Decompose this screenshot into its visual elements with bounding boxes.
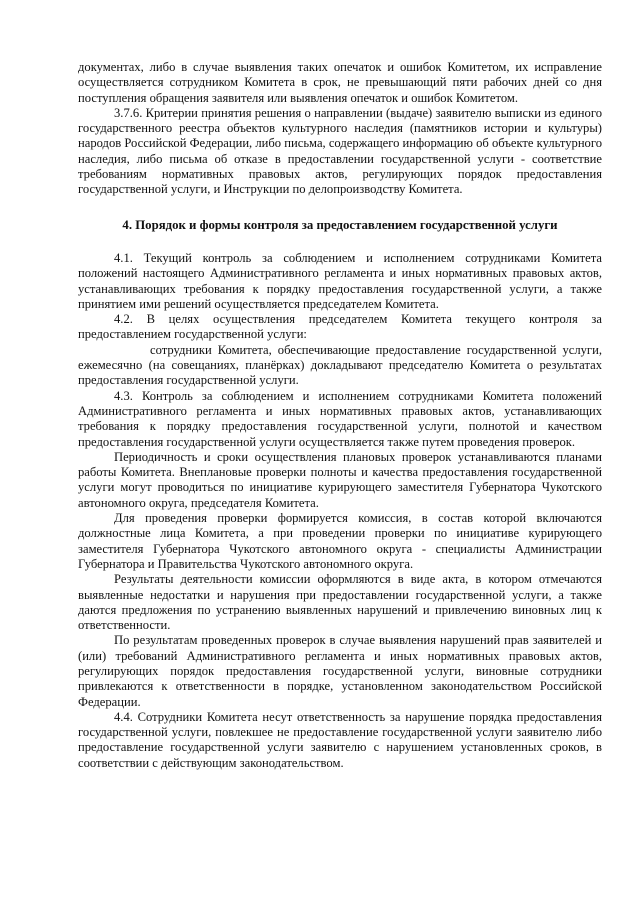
paragraph-commission: Для проведения проверки формируется комиссия, в состав которой включаются должностные лица Комитета, а при проведении проверки по инициативе курирующего заместителя Губернатора Чукотского автономного округа - специалисты Администрации Губернатора и Правительства Чукотского автономного округа. [78,511,602,571]
paragraph-4-1: 4.1. Текущий контроль за соблюдением и исполнением сотрудниками Комитета положений настоящего Административного регламента и иных нормативных правовых актов, устанавливающих требования к порядку предоставления государственной услуги, а также принятием ими решений осуществляется председателем Комитета. [78,250,602,311]
section-heading: 4. Порядок и формы контроля за предоставлением государственной услуги [122,217,558,232]
paragraph-3-7-6: 3.7.6. Критерии принятия решения о направлении (выдаче) заявителю выписки из единого государственного реестра объектов культурного наследия (памятников истории и культуры) народов Российской Федерации, либо письма, содержащего информацию об объекте культурного наследия, либо письма об отказе в предоставлении государственной услуги - соответствие требованиям нормативных правовых актов, регулирующих порядок предоставления государственной услуги, и Инструкции по делопроизводству Комитета. [78,105,602,197]
paragraph-periodicity: Периодичность и сроки осуществления плановых проверок устанавливаются планами работы Комитета. Внеплановые проверки полноты и качества предоставления государственной услуги могут проводиться по инициативе курирующего заместителя Губернатора Чукотского автономного округа, председателя Комитета. [78,449,602,510]
document-page [78,60,602,771]
paragraph-4-4: 4.4. Сотрудники Комитета несут ответственность за нарушение порядка предоставления государственной услуги, повлекшее не предоставление государственной услуги заявителю либо предоставление государственной услуги заявителю с нарушением установленных сроков, в соответствии с действующим законодательством. [78,709,602,770]
paragraph-4-3: 4.3. Контроль за соблюдением и исполнением сотрудниками Комитета положений Административного регламента и иных нормативных правовых актов, устанавливающих требования к порядку предоставления государственной услуги, полнотой и качеством предоставления государственной услуги осуществляется также путем проведения проверок. [78,388,602,449]
paragraph-violations: По результатам проведенных проверок в случае выявления нарушений прав заявителей и (или) требований Административного регламента и иных нормативных правовых актов, регулирующих порядок предоставления государственной услуги, виновные сотрудники привлекаются к ответственности в порядке, установленном законодательством Российской Федерации. [78,633,602,709]
paragraph-4-2: 4.2. В целях осуществления председателем Комитета текущего контроля за предоставлением государственной услуги: [78,312,602,342]
paragraph-results: Результаты деятельности комиссии оформляются в виде акта, в котором отмечаются выявленные недостатки и нарушения при предоставлении государственной услуги, а также даются предложения по устранению выявленных нарушений и привлечению виновных лиц к ответственности. [78,572,602,633]
paragraph-4-2-staff: сотрудники Комитета, обеспечивающие предоставление государственной услуги, ежемесячно (на совещаниях, планёрках) докладывают председателю Комитета о результатах предоставления государственной услуги. [78,342,602,388]
paragraph-typo-correction: документах, либо в случае выявления таких опечаток и ошибок Комитетом, их исправление осуществляется сотрудником Комитета в срок, не превышающий пяти рабочих дней со дня поступления обращения заявителя или выявления опечаток и ошибок Комитетом. [78,60,602,105]
